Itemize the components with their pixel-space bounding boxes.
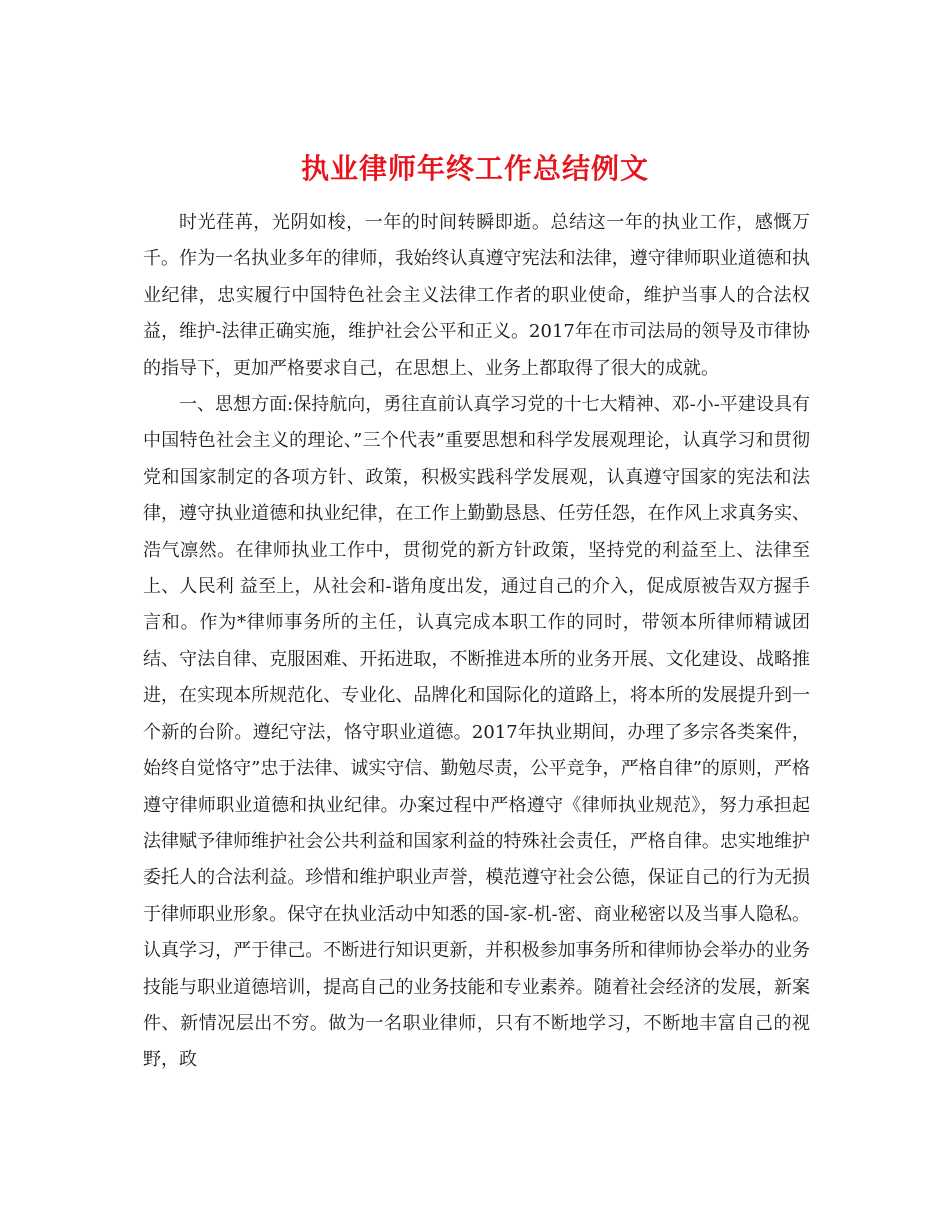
paragraph-intro: 时光荏苒，光阴如梭，一年的时间转瞬即逝。总结这一年的执业工作，感慨万千。作为一名执业多年的律师，我始终认真遵守宪法和法律，遵守律师职业道德和执业纪律，忠实履行中国特色社会主义法律工作者的职业使命，维护当事人的合法权益，维护-法律正确实施，维护社会公平和正义。2017年在市司法局的领导及市律协的指导下，更加严格要求自己，在思想上、业务上都取得了很大的成就。 bbox=[143, 212, 810, 379]
paragraph-ideology: 一、思想方面:保持航向，勇往直前认真学习党的十七大精神、邓-小-平建设具有中国特色社会主义的理论、”三个代表”重要思想和科学发展观理论，认真学习和贯彻党和国家制定的各项方针、政策，积极实践科学发展观，认真遵守国家的宪法和法律，遵守执业道德和执业纪律，在工作上勤勤恳恳、任劳任怨，在作风上求真务实、浩气凛然。在律师执业工作中，贯彻党的新方针政策，坚持党的利益至上、法律至上、人民利 益至上，从社会和-谐角度出发，通过自己的介入，促成原被告双方握手言和。作为*律师事务所的主任，认真完成本职工作的同时，带领本所律师精诚团结、守法自律、克服困难、开拓进取，不断推进本所的业务开展、文化建设、战略推进，在实现本所规范化、专业化、品牌化和国际化的道路上，将本所的发展提升到一个新的台阶。遵纪守法，恪守职业道德。2017年执业期间，办理了多宗各类案件，始终自觉恪守”忠于法律、诚实守信、勤勉尽责，公平竞争，严格自律”的原则，严格遵守律师职业道德和执业纪律。办案过程中严格遵守《律师执业规范》，努力承担起法律赋予律师维护社会公共利益和国家利益的特殊社会责任，严格自律。忠实地维护委托人的合法利益。珍惜和维护职业声誉，模范遵守社会公德，保证自己的行为无损于律师职业形象。保守在执业活动中知悉的国-家-机-密、商业秘密以及当事人隐私。认真学习，严于律己。不断进行知识更新，并积极参加事务所和律师协会举办的业务技能与职业道德培训，提高自己的业务技能和专业素养。随着社会经济的发展，新案件、新情况层出不穷。做为一名职业律师，只有不断地学习，不断地丰富自己的视野，政 bbox=[143, 394, 810, 1071]
document-title: 执业律师年终工作总结例文 bbox=[300, 151, 649, 185]
document-body bbox=[143, 205, 810, 1079]
